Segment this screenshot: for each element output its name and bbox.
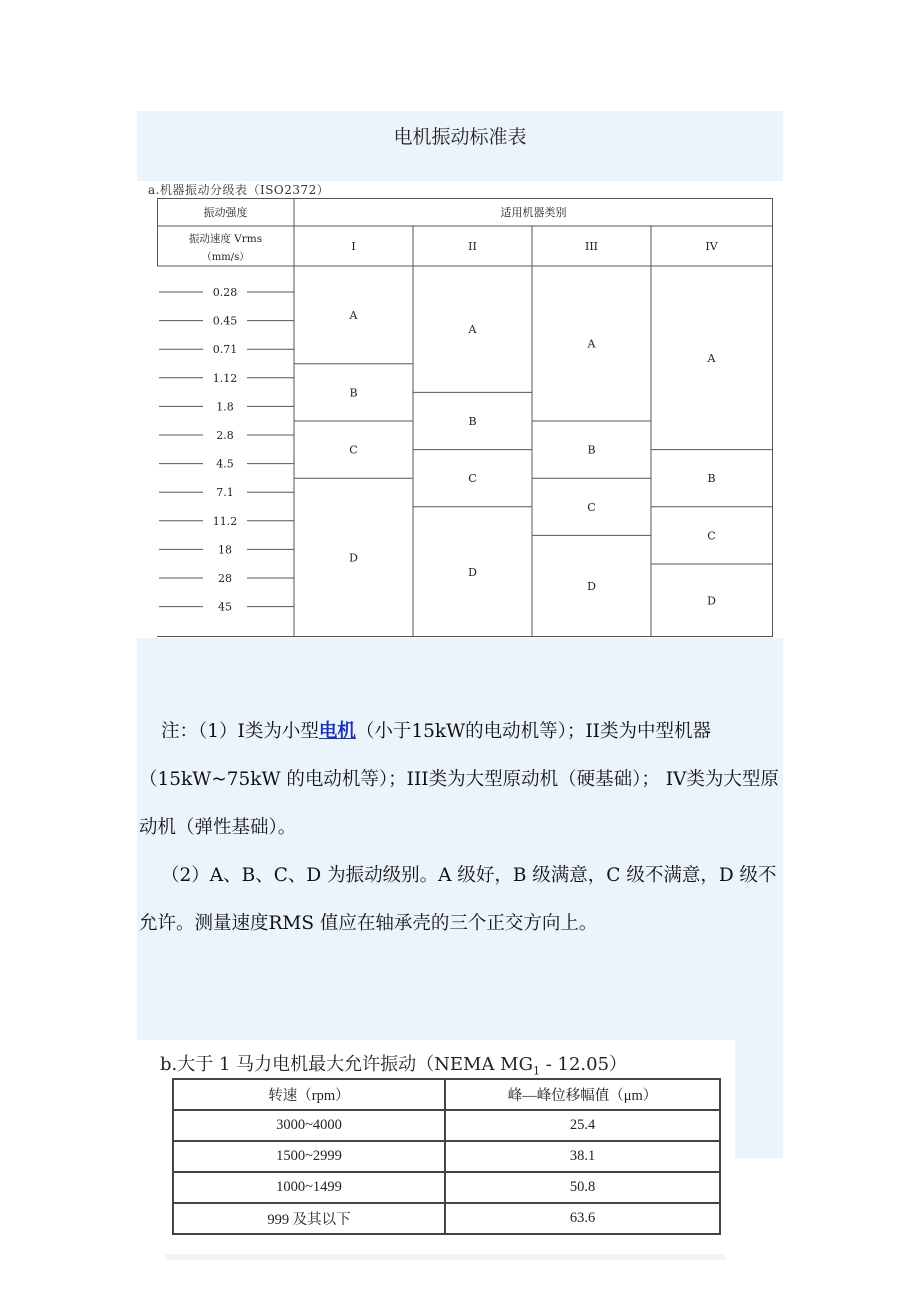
cell-speed: 999 及其以下 bbox=[173, 1203, 445, 1234]
velocity-value: 1.12 bbox=[212, 371, 238, 385]
velocity-value: 45 bbox=[218, 600, 232, 614]
class-label-I: I bbox=[351, 240, 356, 253]
vibration-class-table bbox=[157, 198, 773, 638]
grade-A-class-IV: A bbox=[707, 351, 716, 365]
cell-amplitude: 63.6 bbox=[445, 1203, 720, 1234]
velocity-value: 0.71 bbox=[212, 343, 238, 357]
cell-amplitude: 38.1 bbox=[445, 1141, 720, 1172]
grade-D-class-III: D bbox=[587, 580, 596, 594]
grade-B-class-III: B bbox=[587, 443, 596, 457]
nema-vibration-table bbox=[172, 1078, 721, 1235]
header-speed: 转速（rpm） bbox=[173, 1079, 445, 1110]
velocity-value: 2.8 bbox=[216, 429, 234, 442]
header-unit: （mm/s） bbox=[201, 252, 250, 263]
cell-amplitude: 50.8 bbox=[445, 1172, 720, 1203]
velocity-value: 0.28 bbox=[212, 286, 238, 299]
background-band-bottom bbox=[735, 1040, 783, 1158]
class-label-II: II bbox=[468, 240, 477, 253]
grade-C-class-I: C bbox=[349, 443, 358, 457]
grade-A-class-III: A bbox=[587, 337, 596, 351]
vibration-class-grid bbox=[157, 198, 773, 638]
note-1 bbox=[139, 708, 791, 852]
grade-B-class-II: B bbox=[468, 415, 477, 428]
table-a-caption: a.机器振动分级表（ISO2372） bbox=[148, 183, 330, 197]
grade-C-class-IV: C bbox=[707, 529, 716, 543]
note-2-text: （2）A、B、C、D 为振动级别。A 级好，B 级满意，C 级不满意，D 级不允许。测量速度RMS 值应在轴承壳的三个正交方向上。 bbox=[139, 865, 777, 934]
cell-speed: 3000~4000 bbox=[173, 1110, 445, 1141]
cell-speed: 1500~2999 bbox=[173, 1141, 445, 1172]
header-category: 适用机器类别 bbox=[500, 206, 567, 219]
header-velocity: 振动速度 Vrms bbox=[188, 233, 263, 245]
grade-D-class-II: D bbox=[468, 565, 477, 579]
table-header-row bbox=[173, 1079, 720, 1110]
table-row bbox=[173, 1203, 720, 1234]
velocity-value: 7.1 bbox=[216, 486, 234, 500]
class-label-IV: IV bbox=[705, 240, 718, 253]
header-amplitude: 峰—峰位移幅值（μm） bbox=[445, 1079, 720, 1110]
velocity-value: 18 bbox=[218, 543, 232, 557]
velocity-value: 4.5 bbox=[216, 457, 234, 471]
grade-A-class-I: A bbox=[349, 308, 358, 322]
grade-D-class-I: D bbox=[349, 551, 358, 565]
page-title: 电机振动标准表 bbox=[393, 126, 527, 148]
table-row bbox=[173, 1141, 720, 1172]
table-row bbox=[173, 1172, 720, 1203]
grade-B-class-I: B bbox=[349, 386, 358, 400]
grade-C-class-II: C bbox=[468, 472, 477, 486]
table-b-caption bbox=[160, 1050, 627, 1078]
table-b-caption-sub: 1 bbox=[533, 1064, 540, 1078]
note-1-prefix: 注：（1）I类为小型 bbox=[161, 721, 319, 742]
cell-speed: 1000~1499 bbox=[173, 1172, 445, 1203]
grade-C-class-III: C bbox=[587, 500, 596, 514]
note-1-text: （小于15kW的电动机等）；II类为中型机器（15kW~75kW 的电动机等）；III类为大型原动机（硬基础）； IV类为大型原动机（弹性基础）。 bbox=[139, 721, 779, 838]
header-intensity: 振动强度 bbox=[203, 206, 248, 219]
motor-link[interactable]: 电机 bbox=[318, 721, 356, 742]
velocity-value: 28 bbox=[218, 572, 232, 585]
table-b-cut-edge bbox=[165, 1254, 725, 1260]
class-label-III: III bbox=[584, 240, 599, 253]
velocity-value: 1.8 bbox=[216, 400, 234, 414]
table-b-caption-text: b.大于 1 马力电机最大允许振动（NEMA MG bbox=[160, 1054, 533, 1075]
grade-D-class-IV: D bbox=[707, 594, 716, 608]
velocity-value: 0.45 bbox=[212, 314, 238, 328]
grade-A-class-II: A bbox=[468, 323, 477, 337]
velocity-value: 11.2 bbox=[212, 514, 238, 528]
cell-amplitude: 25.4 bbox=[445, 1110, 720, 1141]
table-b-caption-end: - 12.05） bbox=[540, 1054, 628, 1075]
note-2 bbox=[139, 852, 791, 948]
grade-B-class-IV: B bbox=[707, 472, 716, 486]
table-row bbox=[173, 1110, 720, 1141]
